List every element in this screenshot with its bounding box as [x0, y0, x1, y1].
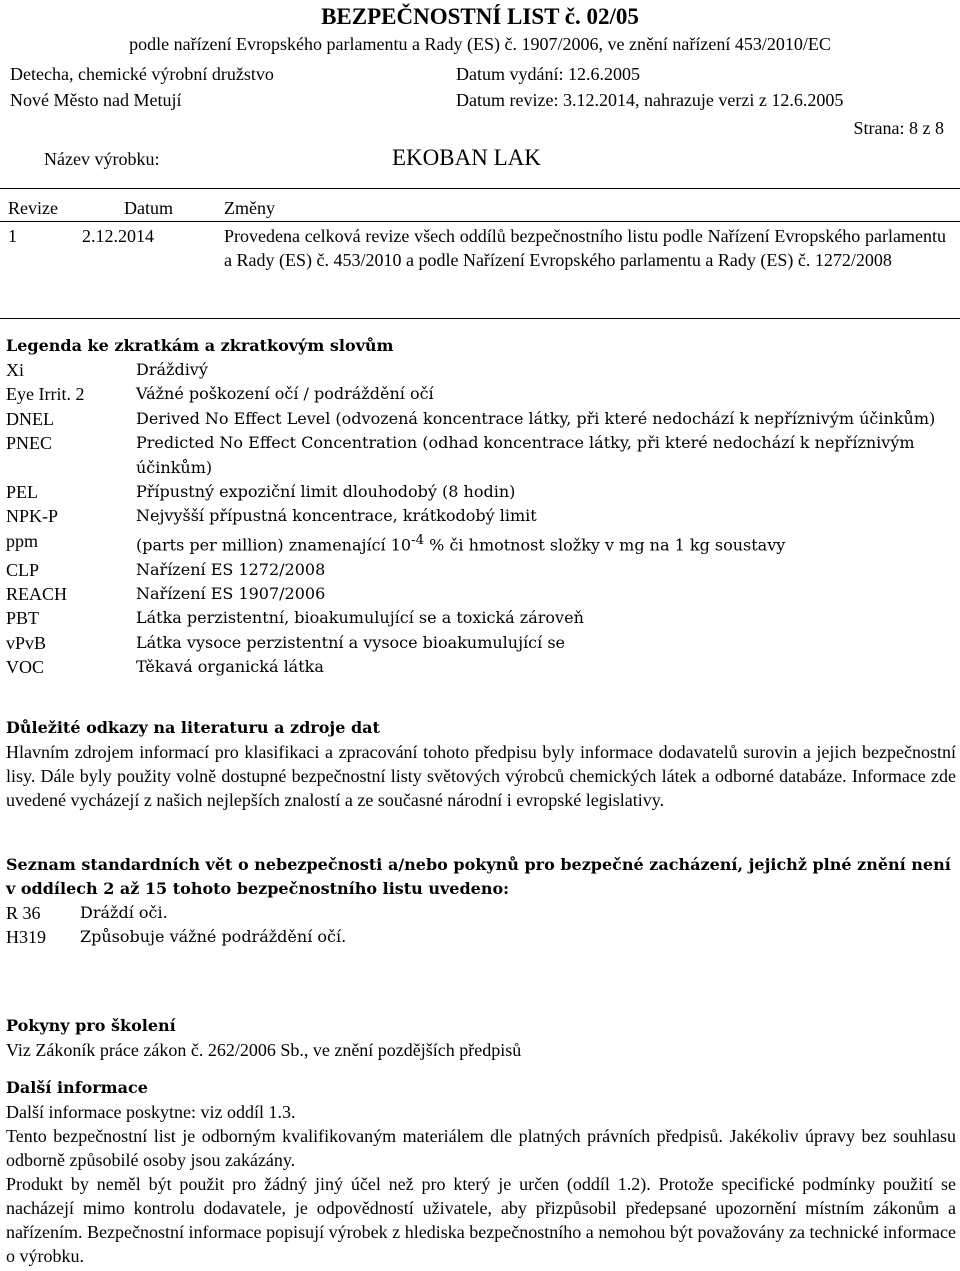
abbreviation-row — [6, 582, 956, 606]
abbreviation-code: DNEL — [6, 408, 54, 429]
ppm-definition-start: (parts per million) znamenající 10 — [136, 535, 412, 555]
abbreviation-row — [6, 655, 956, 679]
phrase-code: R 36 — [6, 903, 41, 923]
abbreviation-definition — [136, 529, 956, 558]
header-divider — [0, 188, 960, 189]
revision-header-change: Změny — [224, 198, 275, 218]
abbreviation-list — [6, 358, 956, 680]
abbreviation-row — [6, 529, 956, 558]
phrase-text: Dráždí oči. — [80, 903, 168, 922]
abbreviation-code: VOC — [6, 657, 45, 678]
abbreviation-row — [6, 407, 956, 431]
phrases-title: Seznam standardních vět o nebezpečnosti a/nebo pokynů pro bezpečné zacházení, jejichž plné znění není v oddílech 2 až 15 tohoto bezpečnostního listu uvedeno: — [6, 855, 951, 898]
abbreviation-row — [6, 382, 956, 406]
abbreviation-code: PEL — [6, 482, 39, 503]
abbreviation-code: Xi — [6, 360, 24, 380]
other-information-section — [6, 1076, 956, 1268]
ppm-exponent: -4 — [411, 532, 425, 548]
other-information-paragraph: Tento bezpečnostní list je odborným kvalifikovaným materiálem dle platných právních předpisů. Jakékoliv úpravy bez souhlasu odborně způsobilé osoby jsou zakázány. — [6, 1126, 956, 1170]
revision-number: 1 — [8, 226, 17, 246]
product-name: EKOBAN LAK — [392, 145, 541, 170]
abbreviation-code: Eye Irrit. 2 — [6, 384, 85, 405]
abbreviation-row — [6, 606, 956, 630]
abbreviation-definition: Nejvyšší přípustná koncentrace, krátkodobý limit — [136, 506, 537, 526]
document-header — [0, 0, 960, 188]
abbreviation-row — [6, 358, 956, 382]
revision-date: Datum revize: 3.12.2014, nahrazuje verzi z 12.6.2005 — [456, 90, 844, 110]
abbreviation-code: NPK-P — [6, 506, 59, 527]
references-section — [6, 716, 956, 812]
abbreviation-definition: Nařízení ES 1907/2006 — [136, 583, 326, 603]
legend-title: Legenda ke zkratkám a zkratkovým slovům — [6, 336, 394, 355]
revision-header-date: Datum — [124, 198, 173, 218]
abbreviation-row — [6, 504, 956, 528]
training-text: Viz Zákoník práce zákon č. 262/2006 Sb., ve znění pozdějších předpisů — [6, 1040, 522, 1060]
phrase-text: Způsobuje vážné podráždění očí. — [80, 927, 347, 946]
phrases-section — [6, 853, 956, 949]
product-label: Název výrobku: — [44, 149, 160, 169]
phrase-row — [6, 901, 956, 925]
document-title: BEZPEČNOSTNÍ LIST č. 02/05 — [321, 4, 639, 29]
company-city: Nové Město nad Metují — [10, 90, 182, 110]
training-section — [6, 1014, 956, 1062]
phrase-code: H319 — [6, 927, 46, 947]
abbreviation-row — [6, 558, 956, 582]
revision-date-cell: 2.12.2014 — [82, 226, 154, 246]
company-name: Detecha, chemické výrobní družstvo — [10, 64, 274, 84]
references-text: Hlavním zdrojem informací pro klasifikaci a zpracování tohoto předpisu byly informace dodavatelů surovin a jejich bezpečnostní lisy. Dále byly použity volně dostupné bezpečnostní listy světových výrobců chemických látek a odborné databáze. Informace zde uvedené vycházejí z našich nejlepších znalostí a ze současné národní i evropské legislativy. — [6, 742, 956, 810]
revision-table-bottom-divider — [0, 318, 960, 319]
issue-date: Datum vydání: 12.6.2005 — [456, 64, 640, 84]
revision-header-divider — [0, 221, 960, 222]
ppm-definition-end: % či hmotnost složky v mg na 1 kg soustavy — [424, 535, 786, 555]
other-information-paragraph: Produkt by neměl být použit pro žádný jiný účel než pro který je určen (oddíl 1.2). Protože specifické podmínky použití se nacházejí mimo kontrolu dodavatele, je odpovědností uživatele, aby přizpůsobil předepsané upozornění místním zákonům a nařízením. Bezpečnostní informace popisují výrobek z hlediska bezpečnostního a nemohou být považovány za technické informace o výrobku. — [6, 1174, 956, 1266]
abbreviation-definition: Látka perzistentní, bioakumulující se a toxická zároveň — [136, 608, 584, 628]
other-information-paragraph: Další informace poskytne: viz oddíl 1.3. — [6, 1102, 296, 1122]
revision-change-description: Provedena celková revize všech oddílů bezpečnostního listu podle Nařízení Evropského parlamentu a Rady (ES) č. 453/2010 a podle Nařízení Evropského parlamentu a Rady (ES) č. 1272/2008 — [224, 226, 946, 270]
abbreviation-row — [6, 631, 956, 655]
abbreviation-definition: Látka vysoce perzistentní a vysoce bioakumulující se — [136, 632, 566, 652]
abbreviation-definition: Přípustný expoziční limit dlouhodobý (8 hodin) — [136, 482, 516, 502]
abbreviation-code: CLP — [6, 559, 40, 580]
abbreviation-definition: Predicted No Effect Concentration (odhad koncentrace látky, při které nedochází k nepříznivým účinkům) — [136, 433, 915, 477]
abbreviation-row — [6, 431, 956, 480]
references-title: Důležité odkazy na literaturu a zdroje dat — [6, 718, 380, 737]
abbreviation-definition: Nařízení ES 1272/2008 — [136, 559, 326, 579]
regulation-reference: podle nařízení Evropského parlamentu a Rady (ES) č. 1907/2006, ve znění nařízení 453/2010/EC — [129, 34, 831, 54]
abbreviation-code: REACH — [6, 583, 68, 604]
abbreviation-code: vPvB — [6, 632, 47, 653]
phrase-row — [6, 925, 956, 949]
abbreviation-definition: Těkavá organická látka — [136, 657, 324, 677]
abbreviation-definition: Derived No Effect Level (odvozená koncentrace látky, při které nedochází k nepříznivým účinkům) — [136, 408, 936, 428]
revision-header-number: Revize — [8, 198, 58, 218]
abbreviation-row — [6, 480, 956, 504]
page-number: Strana: 8 z 8 — [853, 118, 944, 138]
abbreviation-definition: Vážné poškození očí / podráždění očí — [136, 384, 434, 404]
abbreviation-code: PBT — [6, 608, 40, 629]
training-title: Pokyny pro školení — [6, 1016, 176, 1035]
abbreviation-code: PNEC — [6, 433, 53, 454]
other-information-title: Další informace — [6, 1078, 148, 1097]
abbreviation-definition: Dráždivý — [136, 360, 208, 379]
abbreviation-code: ppm — [6, 530, 39, 551]
